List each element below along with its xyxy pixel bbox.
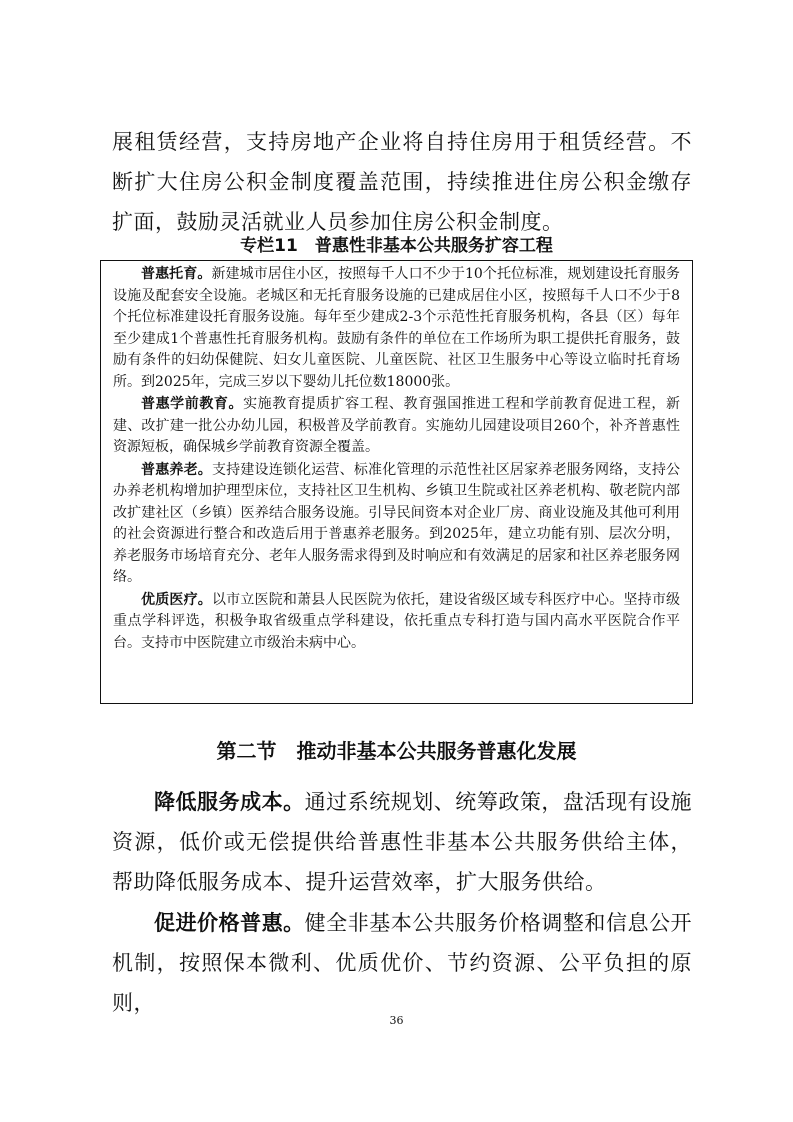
paragraph-lead: 降低服务成本。 <box>154 790 305 814</box>
box-item-text: 以市立医院和萧县人民医院为依托，建设省级区域专科医疗中心。坚持市级重点学科评选，积极争取省级重点学科建设，依托重点专科打造与国内高水平医院合作平台。支持市中医院建立市级治未病中心。 <box>113 591 681 651</box>
intro-text: 展租赁经营，支持房地产企业将自持住房用于租赁经营。不断扩大住房公积金制度覆盖范围，持续推进住房公积金缴存扩面，鼓励灵活就业人员参加住房公积金制度。 <box>112 130 692 234</box>
box-item-preschool <box>113 394 680 459</box>
box-item-text: 实施教育提质扩容工程、教育强国推进工程和学前教育促进工程，新建、改扩建一批公办幼儿园，积极普及学前教育。实施幼儿园建设项目260个，补齐普惠性资源短板，确保城乡学前教育资源全覆盖。 <box>113 396 681 455</box>
paragraph-lead: 促进价格普惠。 <box>154 911 305 935</box>
page-number: 36 <box>389 1014 404 1027</box>
paragraph-text: 通过系统规划、统筹政策，盘活现有设施资源，低价或无偿提供给普惠性非基本公共服务供给主体，帮助降低服务成本、提升运营效率，扩大服务供给。 <box>112 790 693 894</box>
box-title: 专栏11 普惠性非基本公共服务扩容工程 <box>240 236 553 256</box>
box-item-elderly-care <box>113 460 680 589</box>
section-heading: 第二节 推动非基本公共服务普惠化发展 <box>216 739 577 763</box>
paragraph-text: 健全非基本公共服务价格调整和信息公开机制，按照保本微利、优质优价、节约资源、公平负担的原则， <box>112 911 693 1015</box>
intro-paragraph <box>112 122 692 242</box>
body-paragraph-price <box>112 903 692 1023</box>
box-item-lead: 普惠学前教育。 <box>141 396 244 412</box>
body-paragraph-cost <box>112 782 692 902</box>
box-item-lead: 普惠养老。 <box>141 461 212 478</box>
box-item-text: 新建城市居住小区，按照每千人口不少于10个托位标准，规划建设托育服务设施及配套安全设施。老城区和无托育服务设施的已建成居住小区，按照每千人口不少于8个托位标准建设托育服务设施。每年至少建成2-3个示范性托育服务机构，各县（区）每年至少建成1个普惠性托育服务机构。鼓励有条件的单位在工作场所为职工提供托育服务，鼓励有条件的妇幼保健院、妇女儿童医院、儿童医院、社区卫生服务中心等设立临时托育场所。到2025年，完成三岁以下婴幼儿托位数18000张。 <box>113 266 681 390</box>
special-column-box <box>100 260 693 704</box>
box-item-childcare <box>113 264 680 393</box>
box-item-lead: 普惠托育。 <box>141 266 212 282</box>
box-item-medical <box>113 590 680 655</box>
box-item-text: 支持建设连锁化运营、标准化管理的示范性社区居家养老服务网络，支持公办养老机构增加护理型床位，支持社区卫生机构、乡镇卫生院或社区养老机构、敬老院内部改扩建社区（乡镇）医养结合服务设施。引导民间资本对企业厂房、商业设施及其他可利用的社会资源进行整合和改造后用于普惠养老服务。到2025年，建立功能有别、层次分明，养老服务市场培育充分、老年人服务需求得到及时响应和有效满足的居家和社区养老服务网络。 <box>113 461 681 585</box>
box-item-lead: 优质医疗。 <box>141 591 212 608</box>
